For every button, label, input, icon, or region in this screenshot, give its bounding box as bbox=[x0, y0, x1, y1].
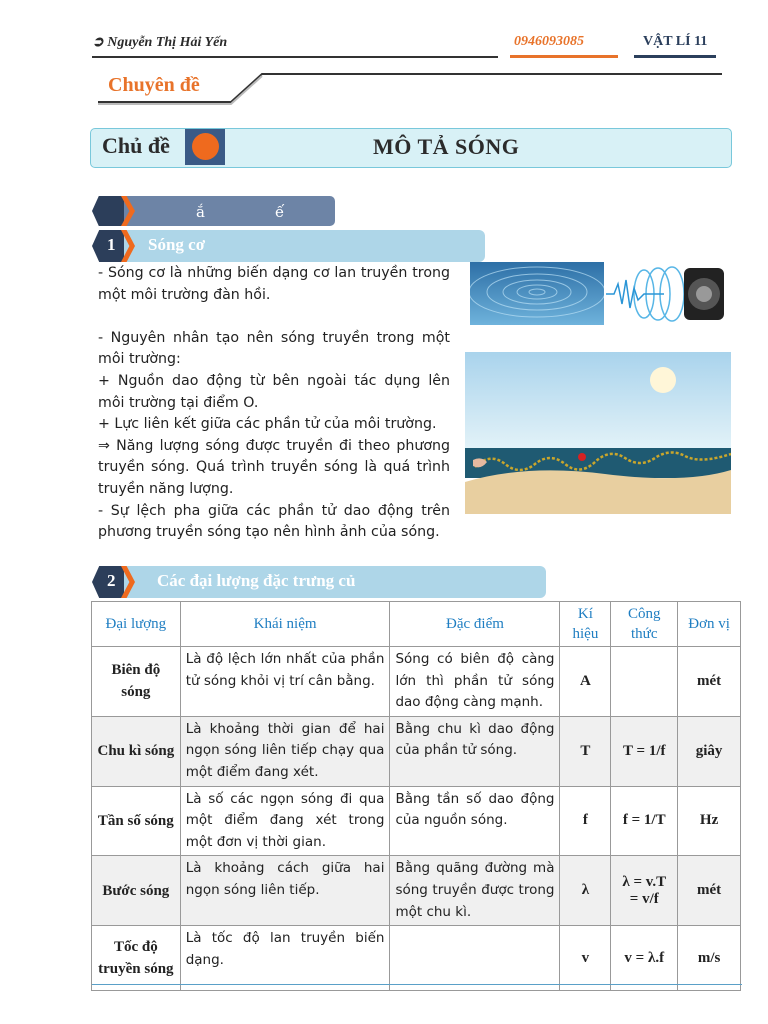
col-header-formula: Công thức bbox=[611, 602, 678, 647]
row-feature: Bằng tần số dao động của nguồn sóng. bbox=[390, 786, 560, 856]
phone-number: 0946093085 bbox=[514, 34, 584, 49]
subject-underline bbox=[634, 55, 716, 58]
col-header-feature: Đặc điểm bbox=[390, 602, 560, 647]
row-concept: Là khoảng cách giữa hai ngọn sóng liên tiếp. bbox=[180, 856, 390, 926]
row-feature: Bằng chu kì dao động của phần tử sóng. bbox=[390, 716, 560, 786]
row-symbol: A bbox=[560, 647, 611, 717]
col-header-unit: Đơn vị bbox=[678, 602, 741, 647]
section2-title: Các đại lượng đặc trưng củ bbox=[157, 571, 356, 590]
row-formula: f = 1/T bbox=[611, 786, 678, 856]
row-concept: Là khoảng thời gian để hai ngọn sóng liên tiếp chạy qua một điểm đang xét. bbox=[180, 716, 390, 786]
row-feature: Bằng quãng đường mà sóng truyền được trong một chu kì. bbox=[390, 856, 560, 926]
section1-number: 1 bbox=[107, 235, 116, 254]
row-unit: m/s bbox=[678, 926, 741, 991]
table-header-row bbox=[92, 602, 741, 647]
paragraph: - Sự lệch pha giữa các phần tử dao động trên phương truyền sóng tạo nên hình ảnh của sóng. bbox=[98, 502, 450, 541]
footer-divider bbox=[92, 984, 742, 985]
table-row bbox=[92, 716, 741, 786]
row-formula bbox=[611, 647, 678, 717]
table-row bbox=[92, 786, 741, 856]
row-unit: giây bbox=[678, 716, 741, 786]
section0-marker bbox=[92, 196, 126, 226]
paragraph: - Nguyên nhân tạo nên sóng truyền trong một môi trường: bbox=[98, 329, 450, 368]
table-row bbox=[92, 926, 741, 991]
row-unit: mét bbox=[678, 647, 741, 717]
water-ripple-image bbox=[470, 262, 604, 325]
table-row bbox=[92, 856, 741, 926]
row-name: Bước sóng bbox=[92, 856, 181, 926]
paragraph: - Sóng cơ là những biến dạng cơ lan truyền trong một môi trường đàn hồi. bbox=[98, 265, 450, 303]
row-formula: T = 1/f bbox=[611, 716, 678, 786]
section2-number: 2 bbox=[107, 571, 116, 590]
row-feature bbox=[390, 926, 560, 991]
paragraph: ⇒ Năng lượng sóng được truyền đi theo phương truyền sóng. Quá trình truyền sóng là quá trình truyền năng lượng. bbox=[98, 437, 450, 497]
author-name: ➲ Nguyễn Thị Hải Yến bbox=[92, 35, 228, 50]
section1-title: Sóng cơ bbox=[148, 235, 206, 254]
row-concept: Là tốc độ lan truyền biến dạng. bbox=[180, 926, 390, 991]
section1-text bbox=[98, 263, 450, 544]
row-symbol: f bbox=[560, 786, 611, 856]
row-name: Chu kì sóng bbox=[92, 716, 181, 786]
row-unit: Hz bbox=[678, 786, 741, 856]
row-formula: v = λ.f bbox=[611, 926, 678, 991]
rope-wave-beach-image bbox=[465, 352, 731, 514]
col-header-symbol: Kí hiệu bbox=[560, 602, 611, 647]
row-formula: λ = v.T = v/f bbox=[611, 856, 678, 926]
phone-underline bbox=[510, 55, 618, 58]
paragraph-spacer bbox=[98, 306, 450, 328]
section0-text-2: ế bbox=[275, 203, 285, 221]
row-name: Tần số sóng bbox=[92, 786, 181, 856]
row-name: Tốc độ truyền sóng bbox=[92, 926, 181, 991]
wave-quantities-table bbox=[91, 601, 741, 991]
row-unit: mét bbox=[678, 856, 741, 926]
section0-text-1: ắ bbox=[196, 203, 205, 221]
row-concept: Là độ lệch lớn nhất của phần tử sóng khỏi vị trí cân bằng. bbox=[180, 647, 390, 717]
section0-banner bbox=[124, 196, 335, 226]
page-title: MÔ TẢ SÓNG bbox=[373, 134, 520, 159]
title-circle-icon bbox=[192, 133, 219, 160]
row-symbol: λ bbox=[560, 856, 611, 926]
row-symbol: T bbox=[560, 716, 611, 786]
row-name: Biên độ sóng bbox=[92, 647, 181, 717]
row-concept: Là số các ngọn sóng đi qua một điểm đang xét trong một đơn vị thời gian. bbox=[180, 786, 390, 856]
header-divider bbox=[92, 56, 498, 58]
topic-right-line bbox=[262, 72, 722, 78]
speaker-sound-wave-image bbox=[604, 262, 732, 325]
table-row bbox=[92, 647, 741, 717]
subject-label: VẬT LÍ 11 bbox=[643, 34, 708, 49]
row-feature: Sóng có biên độ càng lớn thì phần tử sóng dao động càng mạnh. bbox=[390, 647, 560, 717]
row-symbol: v bbox=[560, 926, 611, 991]
topic-label: Chuyên đề bbox=[108, 74, 200, 96]
title-label: Chủ đề bbox=[102, 133, 170, 158]
col-header-quantity: Đại lượng bbox=[92, 602, 181, 647]
paragraph: + Lực liên kết giữa các phần tử của môi trường. bbox=[98, 416, 437, 433]
col-header-concept: Khái niệm bbox=[180, 602, 390, 647]
paragraph: + Nguồn dao động từ bên ngoài tác dụng lên môi trường tại điểm O. bbox=[98, 372, 450, 411]
